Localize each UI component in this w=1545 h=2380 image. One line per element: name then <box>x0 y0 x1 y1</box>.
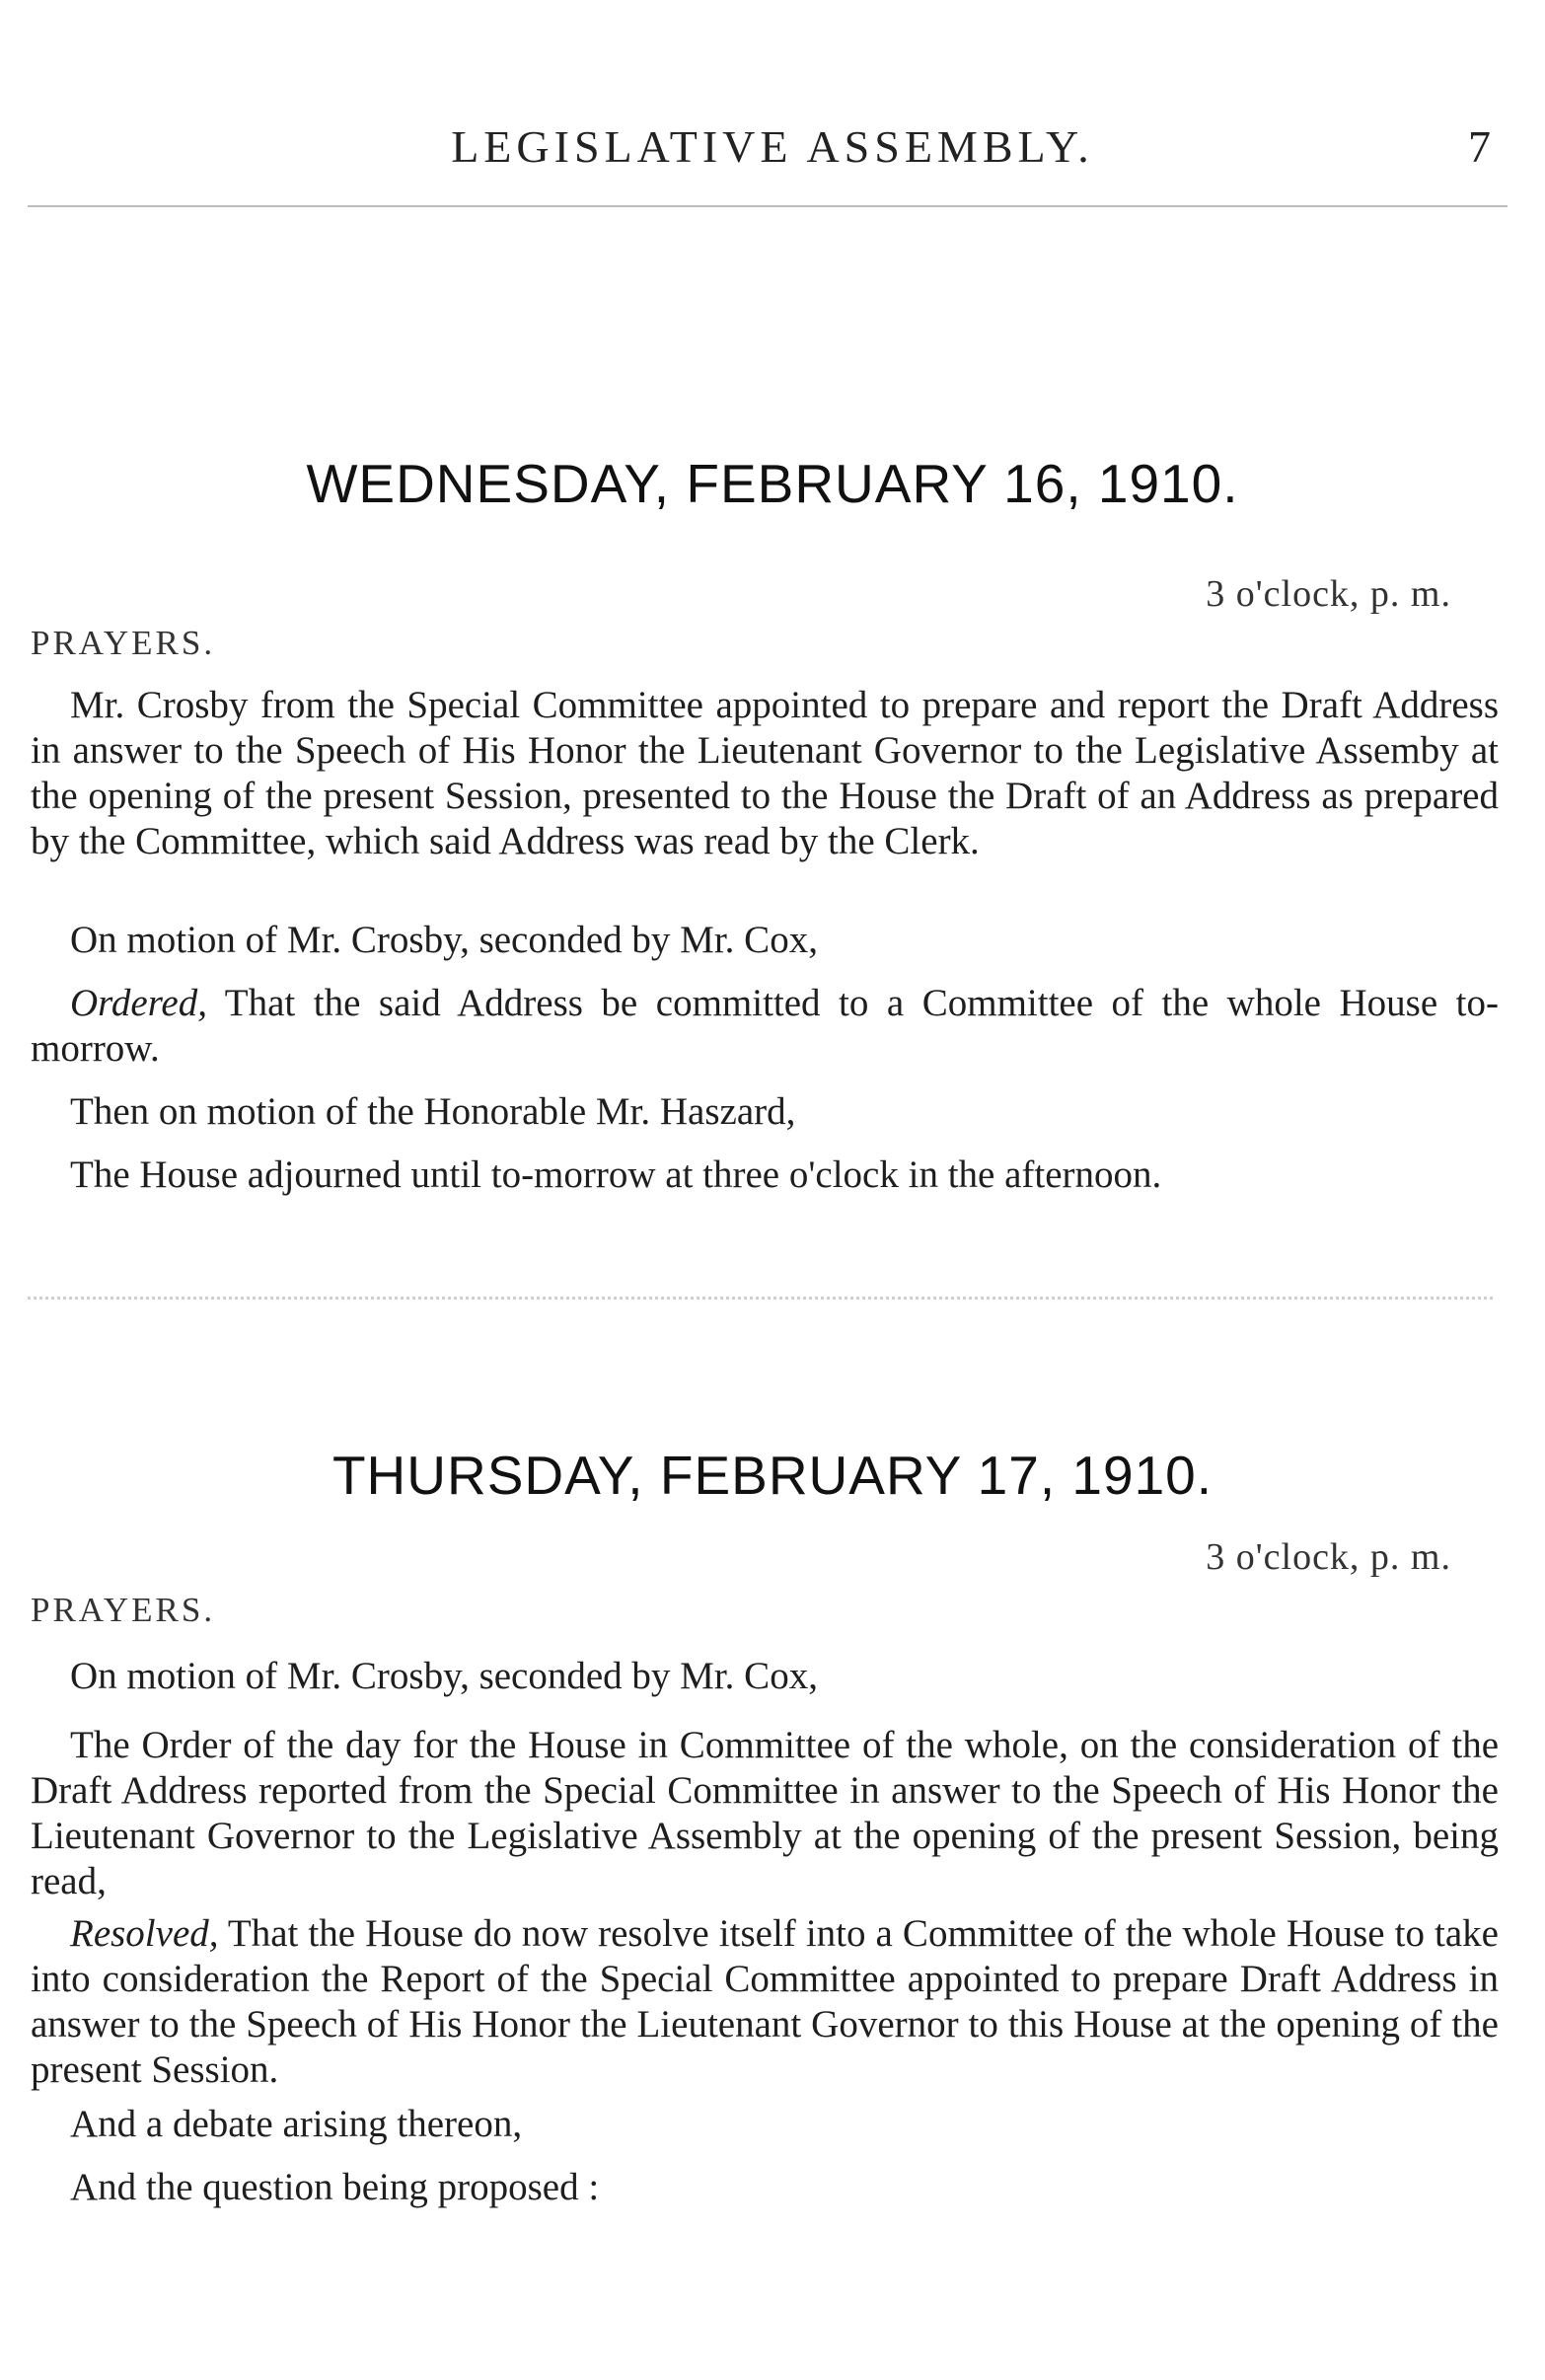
prayers-heading: PRAYERS. <box>31 1591 216 1629</box>
ordered-text: That the said Address be committed to a Committee of the whole House to-morrow. <box>31 982 1499 1070</box>
date-heading: THURSDAY, FEBRUARY 17, 1910. <box>331 1445 1214 1506</box>
paragraph-order-of-day: The Order of the day for the House in Committee of the whole, on the consideration of the Draft Address reported from the Special Committee in answer to the Speech of His Honor the Lieutenant Governor to the Legislative Assembly at the opening of the present Session, being read, <box>31 1724 1499 1902</box>
running-title: LEGISLATIVE ASSEMBLY. <box>451 121 1094 172</box>
paragraph-motion: On motion of Mr. Crosby, seconded by Mr. Cox, <box>70 1655 818 1697</box>
section-divider <box>28 1297 1493 1300</box>
paragraph-motion-haszard: Then on motion of the Honorable Mr. Haszard, <box>70 1090 796 1133</box>
paragraph-question: And the question being proposed : <box>70 2166 600 2208</box>
resolved-text: That the House do now resolve itself into a Committee of the whole House to take into consideration the Report of the Special Committee appointed to prepare Draft Address in answer to the Speech of His Honor the Lieutenant Governor to this House at the opening of the present Session. <box>31 1912 1499 2091</box>
sitting-time: 3 o'clock, p. m. <box>1206 1536 1451 1578</box>
ordered-label: Ordered, <box>70 982 207 1024</box>
header-rule <box>28 205 1508 207</box>
date-heading: WEDNESDAY, FEBRUARY 16, 1910. <box>306 453 1239 514</box>
paragraph-debate: And a debate arising thereon, <box>70 2103 523 2145</box>
paragraph-resolved <box>31 1911 1499 2093</box>
paragraph-motion: On motion of Mr. Crosby, seconded by Mr. Cox, <box>70 919 818 961</box>
paragraph-committee-report: Mr. Crosby from the Special Committee appointed to prepare and report the Draft Address in answer to the Speech of His Honor the Lieutenant Governor to the Legislative Assemby at the opening of the present Session, presented to the House the Draft of an Address as prepared by the Committee, which said Address was read by the Clerk. <box>31 684 1499 862</box>
paragraph-adjourned: The House adjourned until to-morrow at three o'clock in the afternoon. <box>70 1153 1162 1196</box>
sitting-time: 3 o'clock, p. m. <box>1206 573 1451 615</box>
resolved-label: Resolved, <box>70 1912 219 1955</box>
paragraph-ordered <box>31 981 1499 1072</box>
prayers-heading: PRAYERS. <box>31 624 216 662</box>
page-number: 7 <box>1468 121 1491 172</box>
